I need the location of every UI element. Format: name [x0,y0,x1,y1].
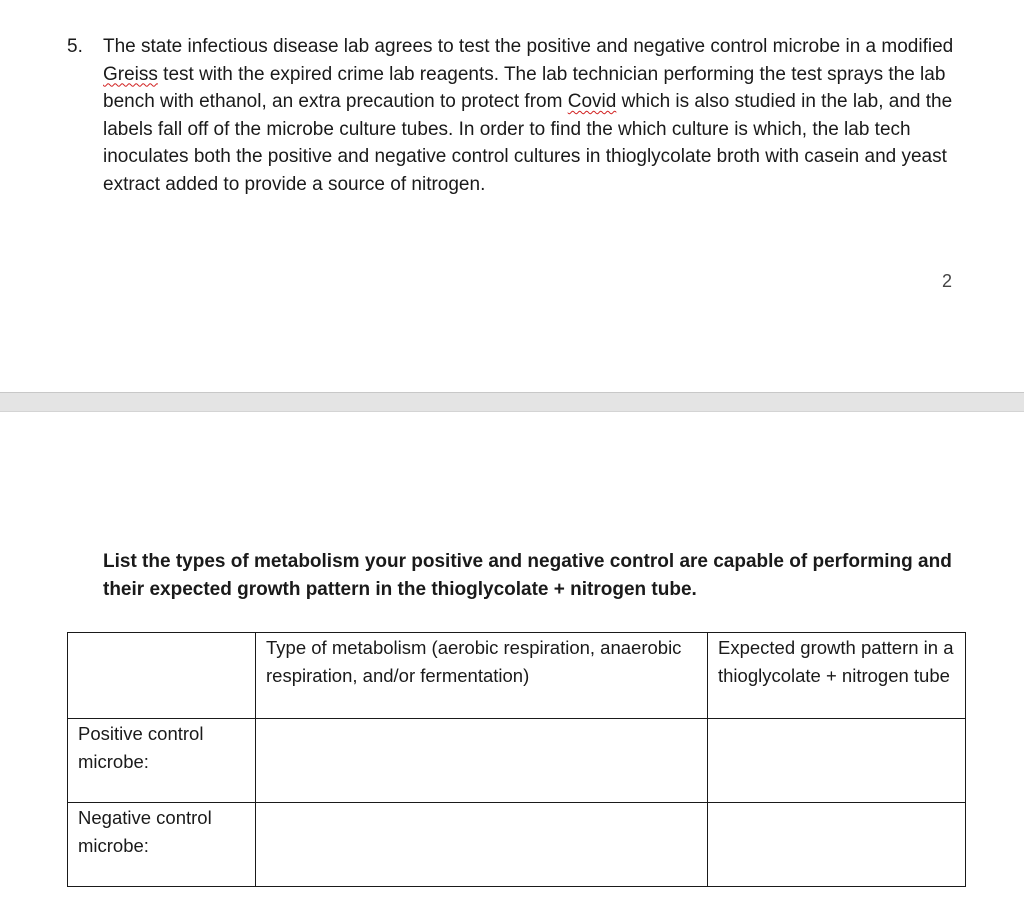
positive-control-label[interactable]: Positive control microbe: [68,719,256,803]
table-row [68,719,966,803]
spellcheck-word-greiss[interactable]: Greiss [103,63,158,85]
negative-metabolism-cell[interactable] [256,803,708,887]
question-text-part-3: which is also studied in the lab, and the labels fall off of the microbe culture tubes. In order to find the which culture is which, the lab tech inoculates both the positive and negative control cultures in thioglycolate broth with casein and yeast extract added to provide a source of nitrogen. [103,91,953,195]
spellcheck-word-covid[interactable]: Covid [567,91,617,112]
table-row [68,803,966,887]
question-number: 5. [67,36,83,57]
question-text [103,33,963,198]
positive-growth-cell[interactable] [708,719,966,803]
positive-metabolism-cell[interactable] [256,719,708,803]
header-metabolism-cell[interactable]: Type of metabolism (aerobic respiration, anaerobic respiration, and/or fermentation) [256,633,708,719]
question-text-part-1: The state infectious disease lab agrees to test the positive and negative control microbe in a modified [103,36,954,57]
table-instructions: List the types of metabolism your positive and negative control are capable of performing and their expected growth pattern in the thioglycolate + nitrogen tube. [103,551,952,600]
table-header-row [68,633,966,719]
page-break-divider [0,392,1024,412]
answer-table [67,632,966,887]
negative-control-label[interactable]: Negative control microbe: [68,803,256,887]
header-blank-cell[interactable] [68,633,256,719]
question-text-part-2: test with the expired crime lab reagents. The lab technician performing the test sprays the lab bench with ethanol, an extra precaution to protect from [103,63,946,112]
header-growth-cell[interactable]: Expected growth pattern in a thioglycolate + nitrogen tube [708,633,966,719]
page-number: 2 [942,271,953,291]
negative-growth-cell[interactable] [708,803,966,887]
page-upper [0,0,1024,392]
